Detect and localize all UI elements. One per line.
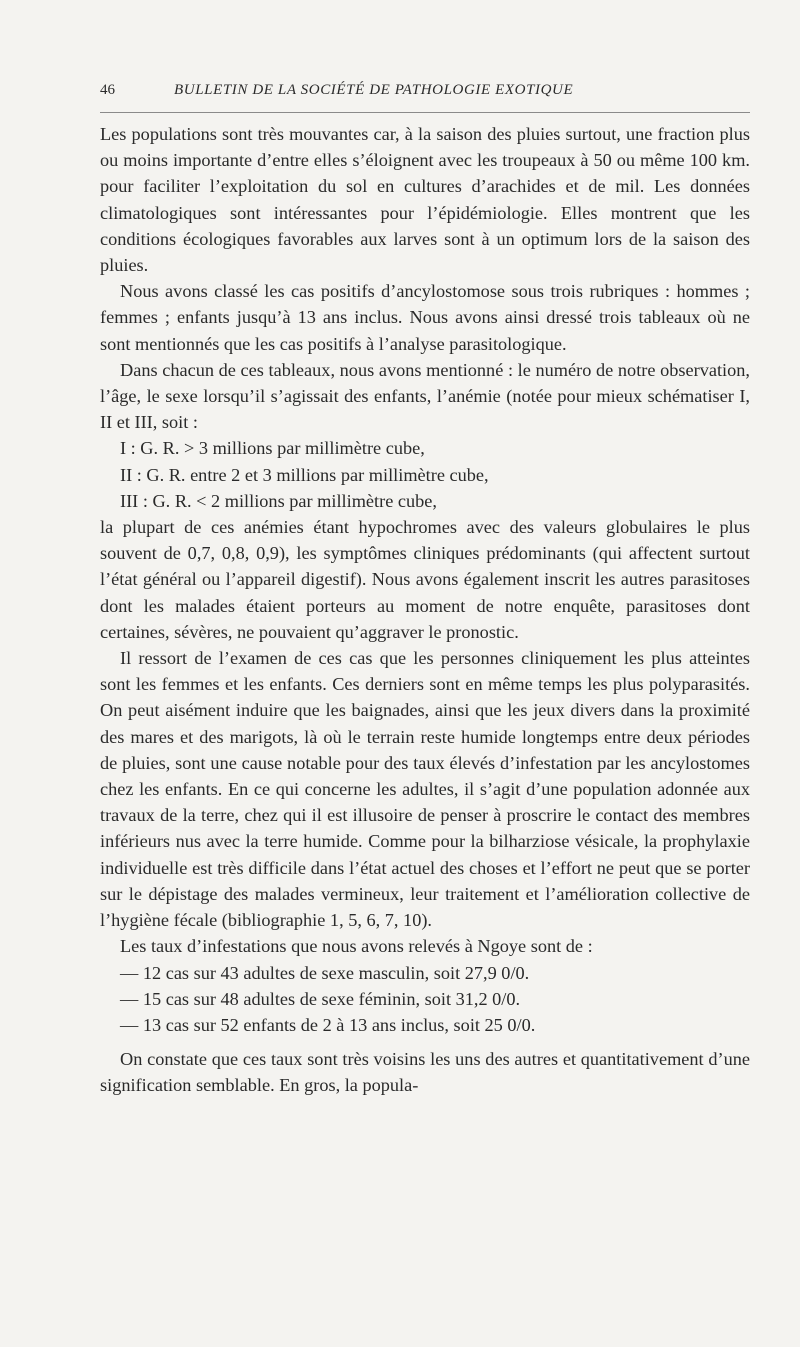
rate-children: — 13 cas sur 52 enfants de 2 à 13 ans inclus, soit 25 0/0.: [120, 1014, 536, 1035]
paragraph-rates-intro: Les taux d’infestations que nous avons relevés à Ngoye sont de :: [120, 936, 593, 957]
paragraph-conclusion: On constate que ces taux sont très voisins les uns des autres et quantitativement d’une signification semblable. En gros, la popula-: [100, 1049, 750, 1096]
article-body: [100, 121, 750, 1099]
header-rule: [100, 112, 750, 113]
page-header: [100, 82, 750, 106]
anemia-criterion-1: I : G. R. > 3 millions par millimètre cube,: [120, 438, 425, 459]
paragraph-classification: Nous avons classé les cas positifs d’ancylostomose sous trois rubriques : hommes ; femmes ; enfants jusqu’à 13 ans inclus. Nous avons ainsi dressé trois tableaux où ne sont mentionnés que les cas positifs à l’analyse parasitologique.: [100, 281, 750, 354]
rate-men: — 12 cas sur 43 adultes de sexe masculin, soit 27,9 0/0.: [120, 962, 530, 983]
anemia-criterion-3: III : G. R. < 2 millions par millimètre cube,: [120, 490, 437, 511]
anemia-criteria-list: [100, 435, 750, 514]
rate-women: — 15 cas sur 48 adultes de sexe féminin, soit 31,2 0/0.: [120, 988, 521, 1009]
paragraph-anemia: la plupart de ces anémies étant hypochromes avec des valeurs globulaires le plus souvent de 0,7, 0,8, 0,9), les symptômes cliniques prédominants (qui affectent surtout l’état général ou l’appareil digestif). Nous avons également inscrit les autres parasitoses dont les malades étaient porteurs au moment de notre enquête, parasitoses dont certaines, sévères, ne pouvaient qu’aggraver le pronostic.: [100, 517, 750, 642]
page-number: 46: [100, 82, 115, 98]
paragraph-findings: Il ressort de l’examen de ces cas que les personnes cliniquement les plus atteintes sont les femmes et les enfants. Ces derniers sont en même temps les plus polyparasités. On peut aisément induire que les baignades, ainsi que les jeux divers dans la proximité des mares et des marigots, là où le terrain reste humide longtemps entre deux périodes de pluies, sont une cause notable pour des taux élevés d’infestation par les ancylostomes chez les enfants. En ce qui concerne les adultes, il s’agit d’une population adonnée aux travaux de la terre, chez qui il est illusoire de penser à proscrire le contact des membres inférieurs nus avec la terre humide. Comme pour la bilharziose vésicale, la prophylaxie individuelle est très difficile dans l’état actuel des choses et l’effort ne peut que se porter sur le dépistage des malades vermineux, leur traitement et l’amélioration collective de l’hygiène fécale (bibliographie 1, 5, 6, 7, 10).: [100, 648, 750, 931]
paragraph-populations: Les populations sont très mouvantes car, à la saison des pluies surtout, une fraction plus ou moins importante d’entre elles s’éloignent avec les troupeaux à 50 ou même 100 km. pour faciliter l’exploitation du sol en cultures d’arachides et de mil. Les données climatologiques sont intéressantes pour l’épidémiologie. Elles montrent que les conditions écologiques favorables aux larves sont à un optimum lors de la saison des pluies.: [100, 124, 750, 276]
spacer: [100, 1038, 750, 1046]
infestation-rates-list: [100, 960, 750, 1039]
paragraph-tables: Dans chacun de ces tableaux, nous avons mentionné : le numéro de notre observation, l’âge, le sexe lorsqu’il s’agissait des enfants, l’anémie (notée pour mieux schématiser I, II et III, soit :: [100, 359, 750, 433]
running-title: BULLETIN DE LA SOCIÉTÉ DE PATHOLOGIE EXOTIQUE: [174, 82, 574, 98]
anemia-criterion-2: II : G. R. entre 2 et 3 millions par millimètre cube,: [120, 464, 489, 485]
